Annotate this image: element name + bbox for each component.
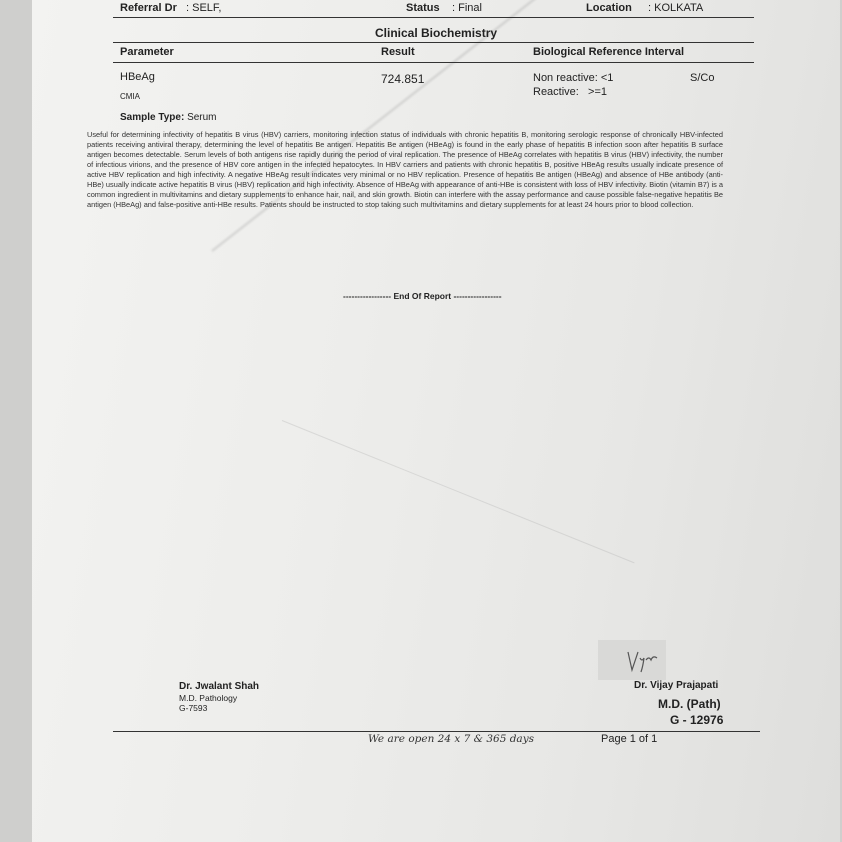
column-header-parameter: Parameter bbox=[120, 46, 174, 58]
doctor-right-reg: G - 12976 bbox=[670, 713, 724, 727]
test-description: Useful for determining infectivity of hepatitis B virus (HBV) carriers, monitoring infection status of individuals with chronic hepatitis B, monitoring serologic response of chronically HBV-infected patients receiving antiviral therapy, determining the level of hepatitis Be antigen. Hepatitis Be antigen (HBeAg) is found in the early phase of hepatitis B infection soon after hepatitis B surface antigen becomes detectable. Serum levels of both antigens rise rapidly during the period of viral replication. The presence of HBeAg correlates with hepatitis B virus (HBV) infectivity, the number of infectious virions, and the presence of HBV core antigen in the infected hepatocytes. In HBV carriers and patients with chronic hepatitis B, positive HBeAg results usually indicate presence of active HBV replication and high infectivity. A negative HBeAg result indicates very minimal or no HBV replication. Presence of hepatitis Be antigen (HBeAg) and absence of HBe antibody (anti-HBe) usually indicate active hepatitis B virus (HBV) replication and high infectivity. Absence of HBeAg with appearance of anti-HBe is consistent with loss of HBV infectivity. Biotin (vitamin B7) is a common ingredient in multivitamins and dietary supplements to enhance hair, nail, and skin growth. Biotin can interfere with the assay performance and cause possible false-negative hepatitis Be antigen (HBeAg) and false-positive anti-HBe results. Patients should be instructed to stop taking such multivitamins and dietary supplements for at least 24 hours prior to blood collection. bbox=[87, 130, 723, 209]
status-label: Status bbox=[406, 2, 440, 14]
doctor-signature bbox=[598, 640, 666, 680]
page-number: Page 1 of 1 bbox=[601, 733, 658, 745]
location-value: : KOLKATA bbox=[648, 2, 704, 14]
sample-type-label: Sample Type: bbox=[120, 112, 185, 123]
table-top-rule bbox=[113, 42, 754, 43]
reference-reactive: Reactive: >=1 bbox=[533, 86, 607, 98]
result-unit: S/Co bbox=[690, 72, 715, 84]
result-value: 724.851 bbox=[381, 72, 425, 86]
header-divider bbox=[113, 17, 754, 18]
section-title: Clinical Biochemistry bbox=[375, 26, 498, 40]
doctor-right-degree: M.D. (Path) bbox=[658, 697, 721, 711]
doctor-left-degree: M.D. Pathology bbox=[179, 693, 238, 703]
footer-rule bbox=[113, 731, 760, 732]
status-value: : Final bbox=[452, 2, 482, 14]
column-header-reference: Biological Reference Interval bbox=[533, 46, 684, 58]
reference-nonreactive: Non reactive: <1 bbox=[533, 72, 614, 84]
column-header-result: Result bbox=[381, 46, 415, 58]
sample-type-value: Serum bbox=[187, 112, 217, 123]
referral-label: Referral Dr bbox=[120, 2, 177, 14]
doctor-right-name: Dr. Vijay Prajapati bbox=[634, 680, 719, 691]
location-label: Location bbox=[586, 2, 632, 14]
open-hours-text: We are open 24 x 7 & 365 days bbox=[368, 733, 535, 745]
end-of-report: ----------------- End Of Report ----------------- bbox=[343, 291, 502, 301]
signature-scribble bbox=[598, 640, 666, 680]
paper-crease bbox=[282, 420, 635, 563]
sample-type bbox=[120, 112, 217, 123]
parameter-name: HBeAg bbox=[120, 71, 155, 83]
doctor-left-reg: G-7593 bbox=[179, 703, 208, 713]
table-header-rule bbox=[113, 62, 754, 63]
doctor-left-name: Dr. Jwalant Shah bbox=[179, 681, 260, 692]
parameter-method: CMIA bbox=[120, 92, 140, 101]
referral-value: : SELF, bbox=[186, 2, 222, 14]
